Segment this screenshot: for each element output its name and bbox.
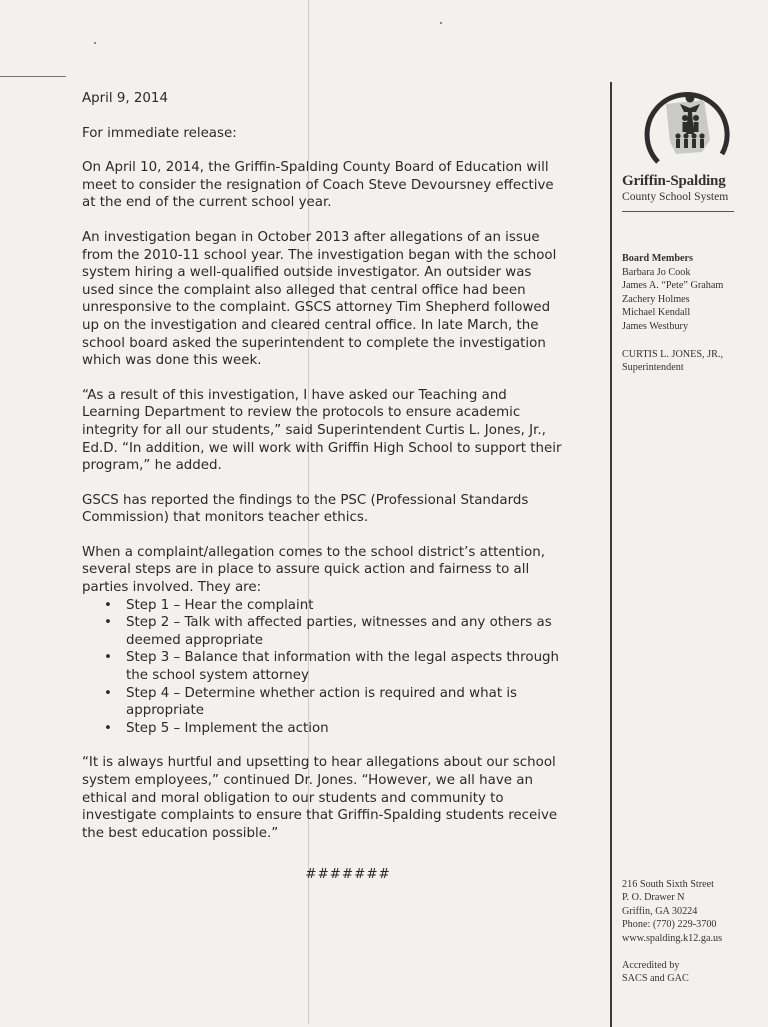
list-item [104, 649, 562, 684]
board-heading: Board Members [622, 253, 694, 264]
superintendent-title: Superintendent [622, 362, 684, 374]
address-line: P. O. Drawer N [622, 892, 685, 904]
list-item [104, 685, 562, 720]
board-member: James Westbury [622, 320, 689, 332]
step-text: Step 1 – Hear the complaint [126, 597, 314, 613]
website-line: www.spalding.k12.ga.us [622, 932, 723, 944]
paragraph-meeting: On April 10, 2014, the Griffin-Spalding County Board of Education will meet to consider the resignation of Coach Steve Devoursney effective at the end of the current school year. [82, 160, 554, 211]
letter-date: April 9, 2014 [82, 91, 168, 106]
scan-artifact-line [0, 76, 66, 77]
letterhead-brand [622, 82, 762, 212]
board-member: Zachery Holmes [622, 293, 690, 305]
accreditation-line: SACS and GAC [622, 973, 689, 985]
brand-subtitle: County School System [622, 190, 729, 203]
board-member: Barbara Jo Cook [622, 266, 691, 278]
end-marker: ####### [305, 867, 391, 883]
list-item [104, 597, 562, 615]
bullet-icon: • [104, 615, 112, 631]
bullet-icon: • [104, 685, 112, 701]
brand-name: Griffin-Spalding [622, 173, 726, 189]
press-release-body [82, 90, 562, 884]
phone-line: Phone: (770) 229-3700 [622, 919, 717, 931]
step-text: Step 4 – Determine whether action is required and what is appropriate [126, 685, 518, 719]
brand-underline [622, 211, 734, 212]
list-item [104, 720, 562, 738]
board-member: James A. “Pete” Graham [622, 280, 724, 292]
board-members-block [622, 252, 762, 375]
contact-block [622, 878, 762, 986]
address-line: 216 South Sixth Street [622, 879, 714, 890]
list-item [104, 614, 562, 649]
paragraph-investigation: An investigation began in October 2013 after allegations of an issue from the 2010-11 school year. The investigation began with the school system hiring a well-qualified outside investigator. An outsider was used since the complaint also alleged that central office had been unresponsive to the complaint. GSCS attorney Tim Shepherd followed up on the investigation and cleared central office. In late March, the school board asked the superintendent to complete the investigation which was done this week. [82, 229, 557, 369]
accreditation-line: Accredited by [622, 960, 680, 972]
board-member: Michael Kendall [622, 307, 691, 319]
paragraph-psc-report: GSCS has reported the findings to the PSC (Professional Standards Commission) that monitors teacher ethics. [82, 492, 529, 526]
step-text: Step 2 – Talk with affected parties, witnesses and any others as deemed appropriate [126, 615, 552, 648]
paragraph-steps-intro: When a complaint/allegation comes to the school district’s attention, several steps are in place to assure quick action and fairness to all parties involved. They are: [82, 544, 545, 596]
bullet-icon: • [104, 720, 112, 736]
scan-speck [440, 22, 442, 24]
sidebar-divider [610, 82, 612, 1027]
step-text: Step 5 – Implement the action [126, 720, 329, 736]
superintendent-name: CURTIS L. JONES, JR., [622, 348, 723, 360]
bullet-icon: • [104, 597, 112, 613]
school-system-logo-icon [630, 82, 740, 166]
address-line: Griffin, GA 30224 [622, 905, 698, 917]
step-text: Step 3 – Balance that information with the legal aspects through the school system attorney [126, 650, 560, 684]
bullet-icon: • [104, 650, 112, 666]
paragraph-superintendent-quote: “As a result of this investigation, I have asked our Teaching and Learning Department to review the protocols to ensure academic integrity for all our students,” said Superintendent Curtis L. Jones, Jr., Ed.D. “In addition, we will work with Griffin High School to support their program,” he added. [82, 387, 562, 474]
scan-speck [94, 42, 96, 44]
paragraph-closing-quote: “It is always hurtful and upsetting to hear allegations about our school system employees,” continued Dr. Jones. “However, we all have an ethical and moral obligation to our students and community to investigate complaints to ensure that Griffin-Spalding students receive the best education possible.” [82, 755, 558, 841]
release-line: For immediate release: [82, 125, 237, 141]
steps-list [82, 597, 562, 738]
